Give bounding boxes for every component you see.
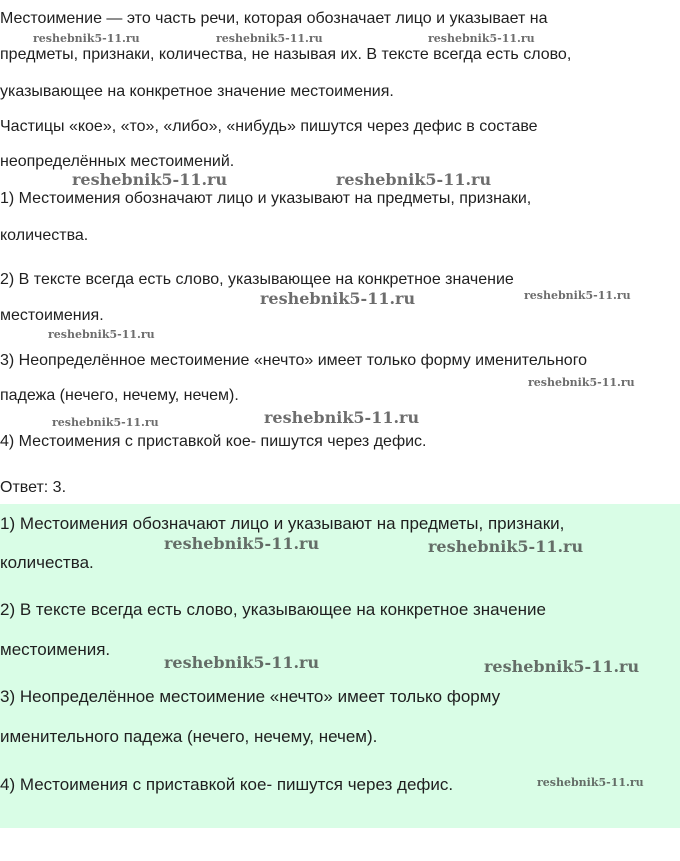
option-1-line-1: 1) Местоимения обозначают лицо и указывают на предметы, признаки, [0, 190, 532, 207]
watermark: reshebnik5-11.ru [336, 170, 492, 189]
watermark: reshebnik5-11.ru [428, 537, 584, 556]
watermark: reshebnik5-11.ru [428, 32, 535, 45]
watermark: reshebnik5-11.ru [48, 328, 155, 341]
option-3-line-2: падежа (нечего, нечему, нечем). [0, 387, 239, 404]
highlight-option-1-line-2: количества. [0, 553, 94, 572]
highlight-option-2-line-1: 2) В тексте всегда есть слово, указывающее на конкретное значение [0, 600, 546, 619]
watermark: reshebnik5-11.ru [264, 408, 420, 427]
watermark: reshebnik5-11.ru [33, 32, 140, 45]
watermark: reshebnik5-11.ru [524, 289, 631, 302]
highlight-option-2-line-2: местоимения. [0, 640, 111, 659]
intro-line-4: Частицы «кое», «то», «либо», «нибудь» пишутся через дефис в составе [0, 118, 538, 135]
watermark: reshebnik5-11.ru [164, 653, 320, 672]
highlight-option-4: 4) Местоимения с приставкой кое- пишутся через дефис. [0, 775, 454, 794]
watermark: reshebnik5-11.ru [216, 32, 323, 45]
intro-line-3: указывающее на конкретное значение местоимения. [0, 83, 394, 100]
highlight-option-3-line-2: именительного падежа (нечего, нечему, нечем). [0, 727, 378, 746]
watermark: reshebnik5-11.ru [528, 376, 635, 389]
watermark: reshebnik5-11.ru [72, 170, 228, 189]
answer-text: Ответ: 3. [0, 479, 67, 496]
option-3-line-1: 3) Неопределённое местоимение «нечто» имеет только форму именительного [0, 352, 588, 369]
highlight-option-1-line-1: 1) Местоимения обозначают лицо и указывают на предметы, признаки, [0, 514, 565, 533]
option-2-line-2: местоимения. [0, 307, 104, 324]
watermark: reshebnik5-11.ru [484, 657, 640, 676]
option-1-line-2: количества. [0, 227, 89, 244]
watermark: reshebnik5-11.ru [260, 289, 416, 308]
intro-line-1: Местоимение — это часть речи, которая обозначает лицо и указывает на [0, 10, 548, 27]
intro-line-2: предметы, признаки, количества, не называя их. В тексте всегда есть слово, [0, 46, 572, 63]
watermark: reshebnik5-11.ru [537, 776, 644, 789]
option-2-line-1: 2) В тексте всегда есть слово, указывающее на конкретное значение [0, 271, 514, 288]
watermark: reshebnik5-11.ru [52, 416, 159, 429]
highlight-option-3-line-1: 3) Неопределённое местоимение «нечто» имеет только форму [0, 687, 501, 706]
intro-line-5: неопределённых местоимений. [0, 153, 235, 170]
option-4: 4) Местоимения с приставкой кое- пишутся через дефис. [0, 433, 427, 450]
watermark: reshebnik5-11.ru [164, 534, 320, 553]
